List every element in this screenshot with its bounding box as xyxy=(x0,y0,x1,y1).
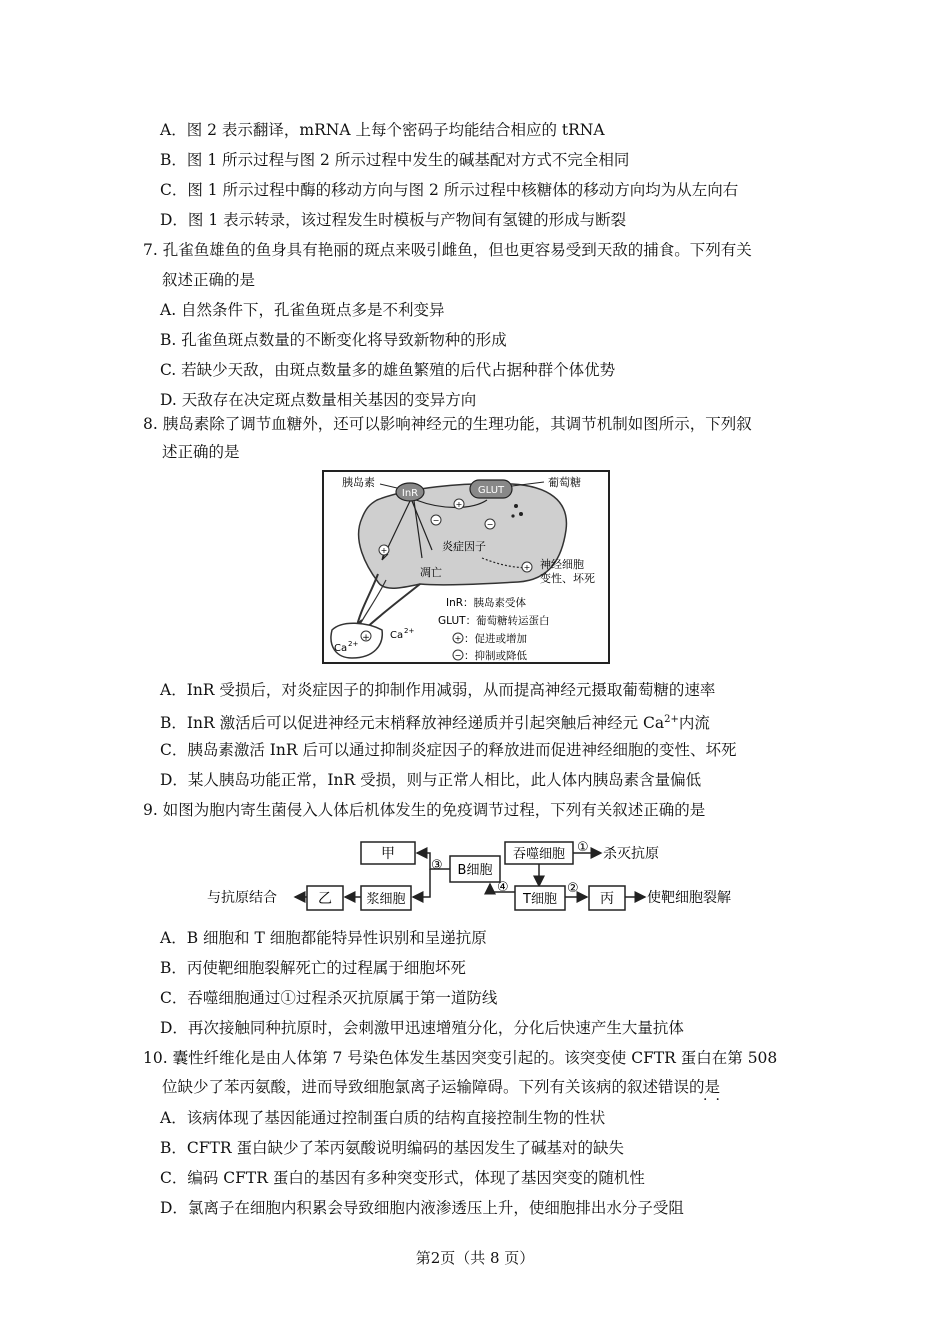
q7-option-c: C. 若缺少天敌，由斑点数量多的雄鱼繁殖的后代占据种群个体优势 xyxy=(160,361,616,379)
legend-plus-icon: + xyxy=(454,634,462,643)
q8-option-b-end: 内流 xyxy=(678,714,710,733)
legend-minus: ：抑制或降低 xyxy=(464,650,527,662)
legend-minus-icon: − xyxy=(454,651,462,660)
lyse-label: 使靶细胞裂解 xyxy=(647,890,731,906)
apoptosis-label: 凋亡 xyxy=(420,566,442,579)
q10-option-d: D．氯离子在细胞内积累会导致细胞内液渗透压上升，使细胞排出水分子受阻 xyxy=(160,1199,684,1217)
q8-option-c: C．胰岛素激活 InR 后可以通过抑制炎症因子的释放进而促进神经细胞的变性、坏死 xyxy=(160,741,737,759)
minus-sign-1: − xyxy=(432,516,440,525)
plus-sign-3: + xyxy=(523,563,531,572)
q6-option-b: B．图 1 所示过程与图 2 所示过程中发生的碱基配对方式不完全相同 xyxy=(160,151,630,169)
plus-sign-terminal: + xyxy=(362,633,370,643)
b-cell-label: B细胞 xyxy=(457,863,493,878)
q8-stem: 8. 胰岛素除了调节血糖外，还可以影响神经元的生理功能，其调节机制如图所示，下列叙 xyxy=(143,415,752,433)
q8-option-b-text: B．InR 激活后可以促进神经元末梢释放神经递质并引起突触后神经元 Ca xyxy=(160,714,665,733)
jia-label: 甲 xyxy=(381,846,395,862)
q9-option-d: D．再次接触同种抗原时，会刺激甲迅速增殖分化，分化后快速产生大量抗体 xyxy=(160,1019,684,1037)
q10-option-a: A．该病体现了基因能通过控制蛋白质的结构直接控制生物的性状 xyxy=(160,1109,606,1127)
q7-stem-cont: 叙述正确的是 xyxy=(162,271,256,289)
emphasis-dots: ·· xyxy=(703,1092,728,1108)
insulin-label: 胰岛素 xyxy=(342,476,375,489)
neuron-label-2: 变性、坏死 xyxy=(540,572,595,585)
q8-stem-cont: 述正确的是 xyxy=(162,443,240,461)
kill-antigen-label: 杀灭抗原 xyxy=(603,846,659,862)
ca-label-terminal: Ca xyxy=(334,643,348,654)
plasma-cell-label: 浆细胞 xyxy=(366,892,406,907)
immune-process-figure xyxy=(205,834,750,914)
ca-sup-terminal: 2+ xyxy=(348,640,359,648)
minus-sign-2: − xyxy=(486,520,494,529)
q6-option-c: C．图 1 所示过程中酶的移动方向与图 2 所示过程中核糖体的移动方向均为从左向右 xyxy=(160,181,739,199)
page-footer: 第2页（共 8 页） xyxy=(415,1249,535,1267)
inr-label: InR xyxy=(401,488,419,499)
neuron-label-1: 神经细胞 xyxy=(540,558,584,571)
bind-antigen-label: 与抗原结合 xyxy=(207,890,277,906)
glut-label: GLUT xyxy=(477,485,505,496)
q10-stem: 10. 囊性纤维化是由人体第 7 号染色体发生基因突变引起的。该突变使 CFTR 蛋白在第 508 xyxy=(143,1049,778,1067)
q8-option-b-sup: 2+ xyxy=(664,714,679,725)
q7-option-b: B. 孔雀鱼斑点数量的不断变化将导致新物种的形成 xyxy=(160,331,507,349)
q6-option-d: D．图 1 表示转录，该过程发生时模板与产物间有氢键的形成与断裂 xyxy=(160,211,627,229)
q10-stem-cont: 位缺少了苯丙氨酸，进而导致细胞氯离子运输障碍。下列有关该病的叙述错误的是 xyxy=(162,1078,721,1096)
insulin-mechanism-figure xyxy=(322,470,610,664)
ca-label-outside: Ca xyxy=(390,630,404,641)
q8-option-a: A．InR 受损后，对炎症因子的抑制作用减弱，从而提高神经元摄取葡萄糖的速率 xyxy=(160,681,716,699)
bing-label: 丙 xyxy=(600,891,614,907)
q9-option-b: B．丙使靶细胞裂解死亡的过程属于细胞坏死 xyxy=(160,959,466,977)
q8-option-d: D．某人胰岛功能正常，InR 受损，则与正常人相比，此人体内胰岛素含量偏低 xyxy=(160,771,702,789)
q10-option-c: C．编码 CFTR 蛋白的基因有多种突变形式，体现了基因突变的随机性 xyxy=(160,1169,645,1187)
num-1: ① xyxy=(577,840,589,855)
legend-plus: ：促进或增加 xyxy=(464,633,527,645)
q10-option-b: B．CFTR 蛋白缺少了苯丙氨酸说明编码的基因发生了碱基对的缺失 xyxy=(160,1139,624,1157)
ca-sup-outside: 2+ xyxy=(404,627,415,635)
legend-inr: InR：胰岛素受体 xyxy=(446,597,527,609)
t-cell-label: T细胞 xyxy=(523,892,557,907)
yi-label: 乙 xyxy=(318,891,332,907)
phagocyte-label: 吞噬细胞 xyxy=(512,847,566,862)
q9-option-c: C．吞噬细胞通过①过程杀灭抗原属于第一道防线 xyxy=(160,989,498,1007)
q9-stem: 9. 如图为胞内寄生菌侵入人体后机体发生的免疫调节过程，下列有关叙述正确的是 xyxy=(143,801,706,819)
q8-option-b xyxy=(160,710,710,733)
num-3: ③ xyxy=(431,858,443,873)
plus-sign-2: + xyxy=(380,546,388,555)
num-4: ④ xyxy=(497,880,509,895)
legend-glut: GLUT：葡萄糖转运蛋白 xyxy=(438,615,550,627)
q7-stem: 7. 孔雀鱼雄鱼的鱼身具有艳丽的斑点来吸引雌鱼，但也更容易受到天敌的捕食。下列有关 xyxy=(143,241,752,259)
q6-option-a: A．图 2 表示翻译，mRNA 上每个密码子均能结合相应的 tRNA xyxy=(160,121,605,139)
inflammation-label: 炎症因子 xyxy=(442,540,486,553)
q7-option-d: D. 天敌存在决定斑点数量相关基因的变异方向 xyxy=(160,391,477,409)
glucose-label: 葡萄糖 xyxy=(548,476,581,489)
plus-sign-1: + xyxy=(455,500,463,509)
q7-option-a: A. 自然条件下，孔雀鱼斑点多是不利变异 xyxy=(160,301,445,319)
q9-option-a: A．B 细胞和 T 细胞都能特异性识别和呈递抗原 xyxy=(160,929,487,947)
num-2: ② xyxy=(567,881,579,896)
